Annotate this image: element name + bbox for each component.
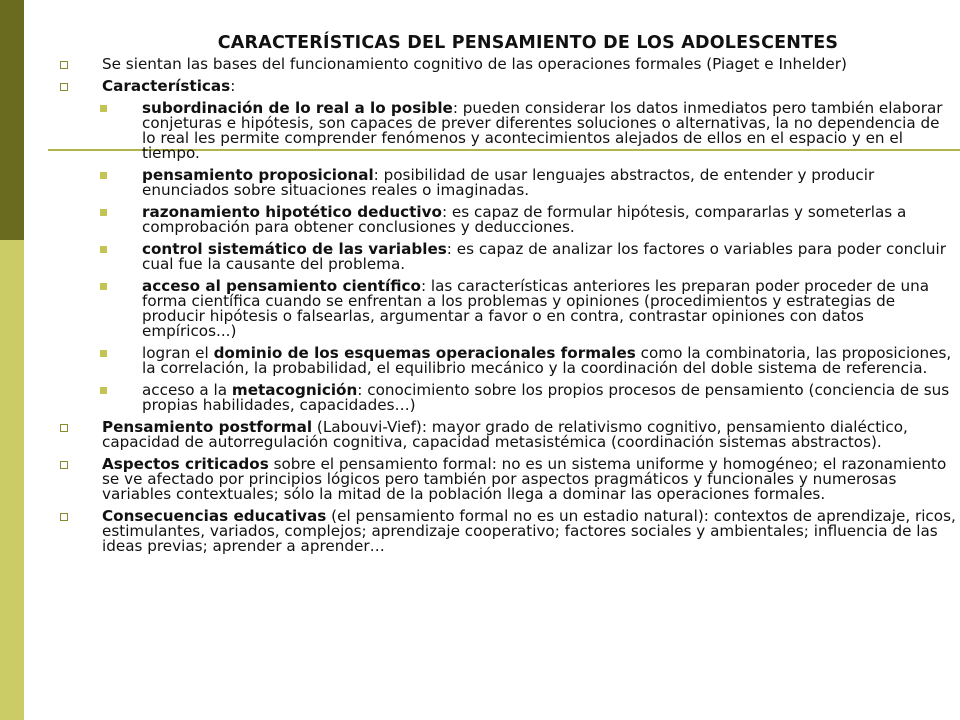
subitem-heading: metacognición (231, 381, 358, 399)
square-bullet-icon (60, 513, 68, 521)
list-item (58, 57, 956, 72)
subitem-text: : conocimiento sobre los propios procesos de pensamiento (conciencia de sus propias habilidades, capacidades…) (142, 381, 950, 414)
item-heading: Aspectos criticados (102, 455, 269, 473)
sub-list-item (98, 279, 956, 339)
sub-list-item (98, 346, 956, 376)
filled-square-bullet-icon (100, 105, 107, 112)
subitem-prefix: acceso a la (142, 381, 232, 399)
subitem-heading: subordinación de lo real a lo posible (142, 99, 453, 117)
subitem-heading: razonamiento hipotético deductivo (142, 203, 442, 221)
square-bullet-icon (60, 61, 68, 69)
subitem-text: : posibilidad de usar lenguajes abstractos, de entender y producir enunciados sobre situaciones reales o imaginadas. (142, 166, 875, 199)
filled-square-bullet-icon (100, 172, 107, 179)
filled-square-bullet-icon (100, 387, 107, 394)
item-heading: Pensamiento postformal (102, 418, 313, 436)
subitem-prefix: logran el (142, 344, 214, 362)
subitem-text: como la combinatoria, las proposiciones, la correlación, la probabilidad, el equilibrio mecánico y la coordinación del doble sistema de referencia. (142, 344, 952, 377)
sub-list-item (98, 242, 956, 272)
sub-list-item (98, 101, 956, 161)
slide-title: CARACTERÍSTICAS DEL PENSAMIENTO DE LOS ADOLESCENTES (217, 33, 839, 53)
subitem-heading: dominio de los esquemas operacionales formales (213, 344, 636, 362)
subitem-text: : las características anteriores les preparan poder proceder de una forma científica cuando se enfrentan a los problemas y opiniones (procedimientos y estrategias de producir hipótesis o falsearlas, argumentar a favor o en contra, contrastar opiniones con datos empíricos...) (142, 277, 930, 340)
subitem-heading: pensamiento proposicional (142, 166, 374, 184)
subitem-text: : pueden considerar los datos inmediatos pero también elaborar conjeturas e hipótesis, son capaces de prever diferentes soluciones o alternativas, la no dependencia de lo real les permite comprender fenómenos y acontecimientos alejados de ellos en el espacio y en el tiempo. (142, 99, 943, 162)
square-bullet-icon (60, 83, 68, 91)
filled-square-bullet-icon (100, 283, 107, 290)
filled-square-bullet-icon (100, 246, 107, 253)
filled-square-bullet-icon (100, 209, 107, 216)
square-bullet-icon (60, 461, 68, 469)
subitem-heading: acceso al pensamiento científico (142, 277, 421, 295)
sub-list-item (98, 383, 956, 413)
item-text: Se sientan las bases del funcionamiento cognitivo de las operaciones formales (Piaget e Inhelder) (102, 55, 847, 73)
square-bullet-icon (60, 424, 68, 432)
item-heading: Consecuencias educativas (102, 507, 327, 525)
sub-list-item (98, 168, 956, 198)
item-text: : (230, 77, 236, 95)
subitem-heading: control sistemático de las variables (142, 240, 447, 258)
decorative-bar-dark (0, 0, 24, 240)
filled-square-bullet-icon (100, 350, 107, 357)
list-item (58, 79, 956, 94)
list-item (58, 420, 956, 450)
item-text: (el pensamiento formal no es un estadio natural): contextos de aprendizaje, ricos, estimulantes, variados, complejos; aprendizaje cooperativo; factores sociales y ambientales; influencia de las ideas previas; aprender a aprender… (102, 507, 956, 555)
item-text: (Labouvi-Vief): mayor grado de relativismo cognitivo, pensamiento dialéctico, capacidad de autorregulación cognitiva, capacidad metasistémica (coordinación sistemas abstractos). (102, 418, 908, 451)
item-heading: Características (102, 77, 231, 95)
list-item (58, 457, 956, 502)
sub-list-item (98, 205, 956, 235)
subitem-text: : es capaz de analizar los factores o variables para poder concluir cual fue la causante del problema. (142, 240, 946, 273)
list-item (58, 509, 956, 554)
item-text: sobre el pensamiento formal: no es un sistema uniforme y homogéneo; el razonamiento se ve afectado por principios lógicos pero también por aspectos pragmáticos y funcionales y numerosas variables contextuales; sólo la mitad de la población llega a dominar las operaciones formales. (102, 455, 947, 503)
slide-content (58, 57, 956, 561)
subitem-text: : es capaz de formular hipótesis, compararlas y someterlas a comprobación para obtener conclusiones y deducciones. (142, 203, 907, 236)
decorative-bar-light (0, 240, 24, 720)
